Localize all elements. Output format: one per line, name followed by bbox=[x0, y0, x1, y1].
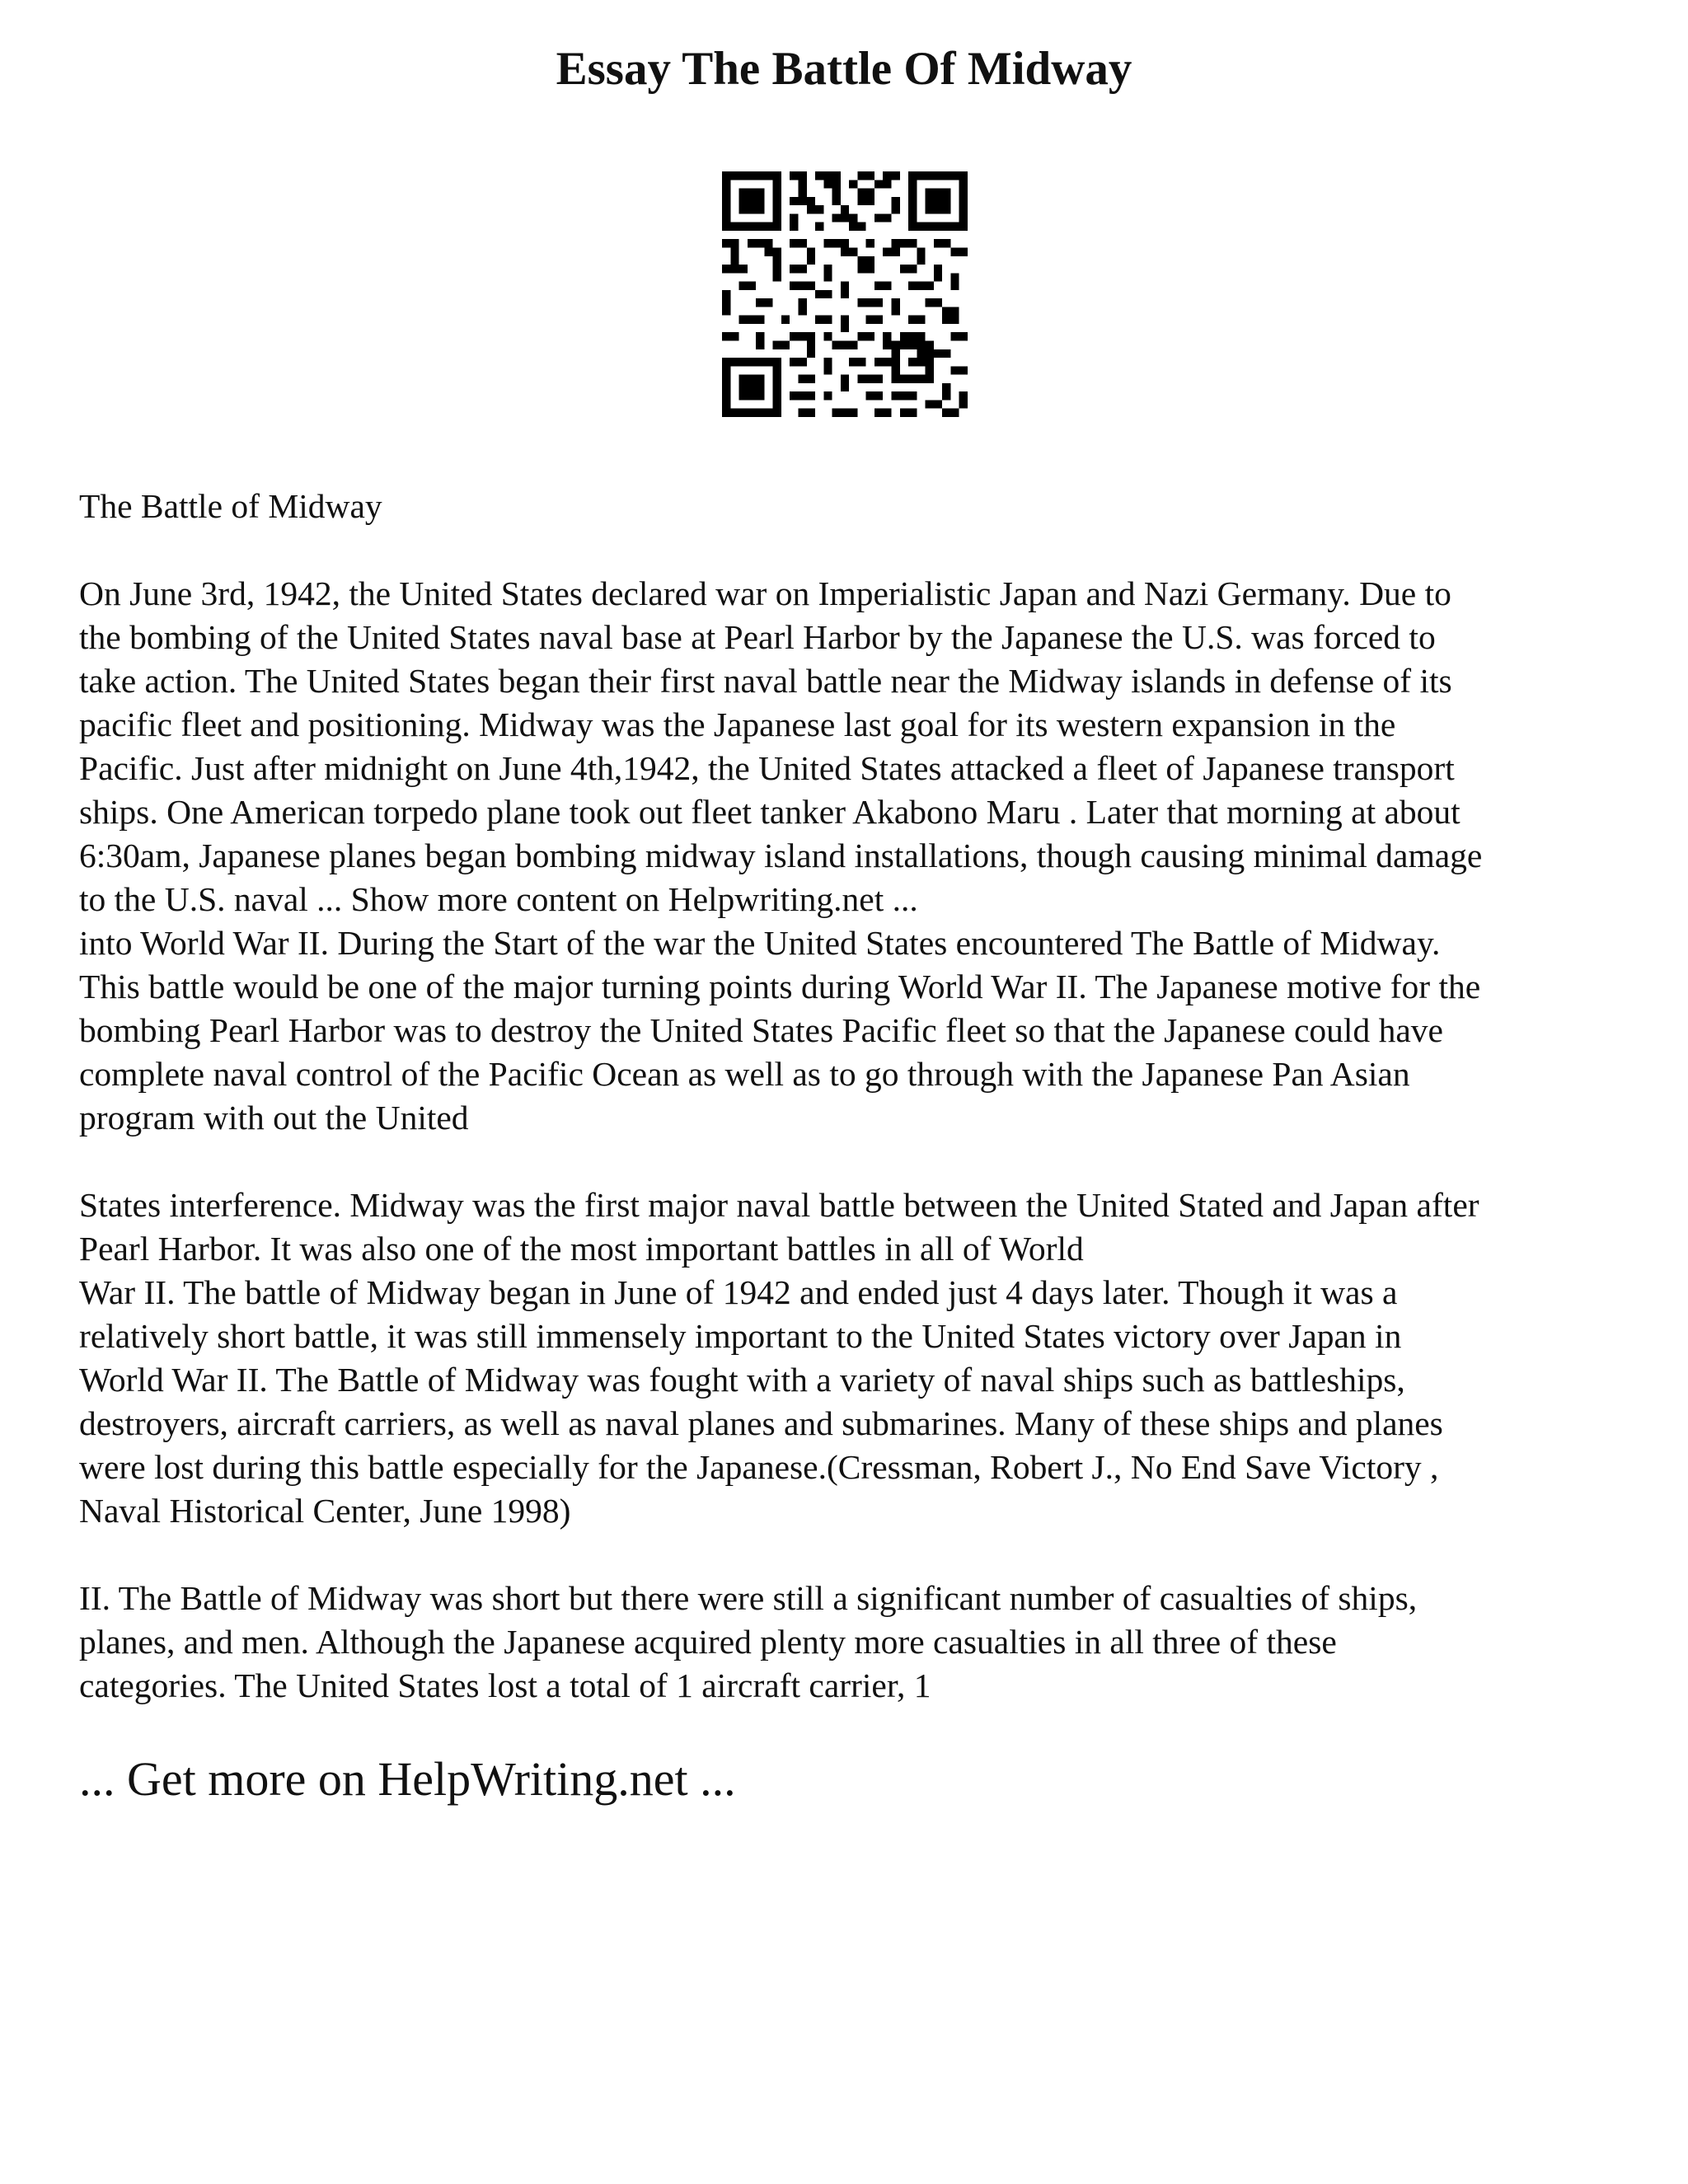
paragraph-gap bbox=[79, 528, 1620, 572]
qr-code-icon bbox=[722, 171, 968, 417]
essay-body bbox=[79, 485, 1620, 1708]
essay-paragraph: On June 3rd, 1942, the United States declared war on Imperialistic Japan and Nazi Germany. Due to the bombing of the United States naval base at Pearl Harbor by the Japanese the U.S. was forced to take action. The United States began their first naval battle near the Midway islands in defense of its pacific fleet and positioning. Midway was the Japanese last goal for its western expansion in the Pacific. Just after midnight on June 4th,1942, the United States attacked a fleet of Japanese transport ships. One American torpedo plane took out fleet tanker Akabono Maru . Later that morning at about 6:30am, Japanese planes began bombing midway island installations, though causing minimal damage to the U.S. naval ... Show more content on Helpwriting.net ... into World War II. During the Start of the war the United States encountered The Battle of Midway. This battle would be one of the major turning points during World War II. The Japanese motive for the bombing Pearl Harbor was to destroy the United States Pacific fleet so that the Japanese could have complete naval control of the Pacific Ocean as well as to go through with the Japanese Pan Asian program with out the United bbox=[79, 574, 1483, 1137]
paragraph-gap bbox=[79, 1533, 1620, 1577]
paragraph-gap bbox=[79, 1140, 1620, 1183]
essay-heading: The Battle of Midway bbox=[79, 487, 382, 525]
essay-paragraph: II. The Battle of Midway was short but there were still a significant number of casualties of ships, planes, and men. Although the Japanese acquired plenty more casualties in all three of these categories. The United States lost a total of 1 aircraft carrier, 1 bbox=[79, 1579, 1418, 1704]
essay-paragraph: States interference. Midway was the first major naval battle between the United Stated and Japan after Pearl Harbor. It was also one of the most important battles in all of World War II. The battle of Midway began in June of 1942 and ended just 4 days later. Though it was a relatively short battle, it was still immensely important to the United States victory over Japan in World War II. The Battle of Midway was fought with a variety of naval ships such as battleships, destroyers, aircraft carriers, as well as naval planes and submarines. Many of these ships and planes were lost during this battle especially for the Japanese.(Cressman, Robert J., No End Save Victory , Naval Historical Center, June 1998) bbox=[79, 1186, 1479, 1530]
document-title: Essay The Battle Of Midway bbox=[556, 43, 1132, 95]
get-more-link[interactable]: ... Get more on HelpWriting.net ... bbox=[79, 1752, 736, 1806]
